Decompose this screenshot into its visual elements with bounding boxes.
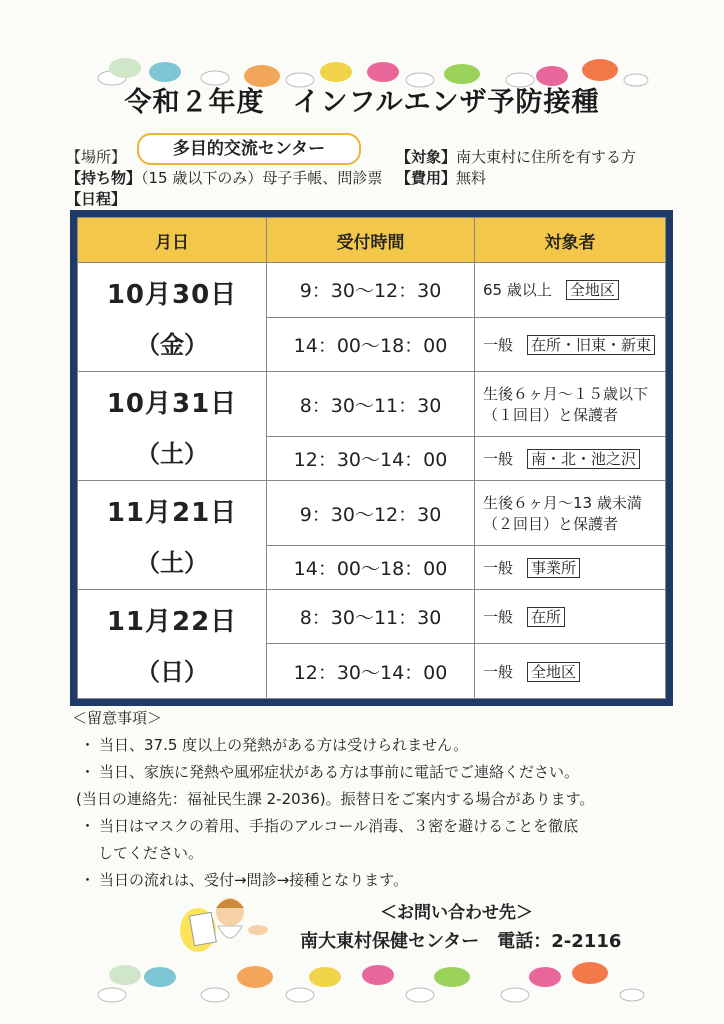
header-date: 月日: [78, 218, 267, 263]
weekday-text: （金）: [136, 331, 208, 359]
cloud-icon: [201, 988, 229, 1002]
bird-icon: [144, 967, 176, 987]
note-text: 当日の流れは、受付→問診→接種となります。: [99, 871, 408, 889]
contact-line: 南大東村保健センター 電話：2-2116: [300, 931, 622, 952]
time-cell: 14：00～18：00: [267, 317, 475, 372]
fee-value: 無料: [456, 169, 487, 187]
header-time: 受付時間: [267, 218, 475, 263]
area-tag: 全地区: [566, 280, 619, 300]
items-row: [66, 167, 382, 188]
schedule-table: [77, 217, 666, 699]
note-text: (当日の連絡先：福祉民生課 2-2036)。振替日をご案内する場合があります。: [76, 790, 595, 808]
cloud-icon: [98, 988, 126, 1002]
weekday-text: （土）: [136, 548, 208, 577]
note-text: 当日、家族に発熱や風邪症状がある方は事前に電話でご連絡ください。: [99, 763, 580, 781]
date-text: 10月30日: [106, 280, 238, 310]
time-cell: 9：30～12：30: [267, 480, 475, 545]
target-cell: [475, 644, 666, 699]
cloud-icon: [620, 989, 644, 1001]
area-tag: 在所・旧東・新東: [527, 335, 655, 355]
bird-icon: [149, 62, 181, 82]
weekday-text: （日）: [136, 657, 208, 686]
area-tag: 全地区: [527, 662, 580, 682]
target-text: 65 歳以上: [483, 281, 552, 300]
bird-icon: [529, 967, 561, 987]
bullet: ・: [80, 736, 96, 754]
table-row: [78, 263, 666, 318]
date-text: 11月21日: [106, 497, 238, 528]
list-item: [80, 761, 594, 784]
area-tag: 在所: [527, 607, 565, 627]
time-cell: 9：30～12：30: [267, 263, 475, 318]
date-text: 10月31日: [106, 388, 238, 419]
target-cell: [475, 263, 666, 318]
date-cell: [78, 480, 267, 589]
target-cell: [475, 589, 666, 644]
notes-section: [72, 707, 594, 896]
contact-section: [300, 898, 621, 953]
date-text: 11月22日: [106, 606, 238, 637]
cloud-icon: [406, 988, 434, 1002]
bullet: ・: [80, 871, 96, 889]
place-label: 【場所】: [66, 148, 127, 166]
bird-icon: [320, 62, 352, 82]
header-target: 対象者: [475, 218, 666, 263]
bird-icon: [237, 966, 273, 988]
date-cell: [78, 263, 267, 372]
target-text: 一般: [483, 450, 514, 469]
bird-icon: [434, 967, 470, 987]
target-cell: [475, 480, 666, 545]
target-value: 南大東村に住所を有する方: [456, 148, 637, 166]
notes-list: [72, 734, 594, 892]
bird-icon: [367, 62, 399, 82]
bird-border-bottom: [0, 955, 724, 1015]
target-text: 生後６ヶ月～１５歳以下: [483, 385, 649, 404]
bullet: ・: [80, 817, 96, 835]
target-text-2: （１回目）と保護者: [483, 406, 619, 425]
target-cell: [475, 546, 666, 590]
table-row: [78, 480, 666, 545]
time-cell: 12：30～14：00: [267, 644, 475, 699]
list-item: [98, 842, 594, 865]
target-text: 一般: [483, 559, 514, 578]
target-label: 【対象】: [396, 148, 457, 166]
target-cell: [475, 437, 666, 481]
table-header-row: [78, 218, 666, 263]
contact-heading: ＜お問い合わせ先＞: [380, 903, 533, 923]
schedule-table-frame: [70, 210, 673, 706]
table-row: [78, 372, 666, 437]
target-cell: [475, 317, 666, 372]
fee-row: [396, 167, 486, 188]
bird-icon: [309, 967, 341, 987]
cloud-icon: [286, 988, 314, 1002]
items-value: （15 歳以下のみ）母子手帳、問診票: [141, 169, 383, 187]
time-cell: 8：30～11：30: [267, 372, 475, 437]
list-item: [80, 734, 594, 757]
time-cell: 12：30～14：00: [267, 437, 475, 481]
time-cell: 14：00～18：00: [267, 546, 475, 590]
target-text: 一般: [483, 608, 514, 627]
list-item: [80, 815, 594, 838]
target-cell: [475, 372, 666, 437]
bird-icon: [582, 59, 618, 81]
nurse-mascot-icon: [178, 890, 278, 960]
notes-heading: ＜留意事項＞: [72, 709, 163, 727]
target-text-2: （２回目）と保護者: [483, 515, 619, 534]
cloud-icon: [501, 988, 529, 1002]
time-cell: 8：30～11：30: [267, 589, 475, 644]
target-text: 一般: [483, 335, 514, 354]
area-tag: 事業所: [527, 558, 580, 578]
note-text: してください。: [98, 844, 204, 862]
note-text: 当日、37.5 度以上の発熱がある方は受けられません。: [99, 736, 469, 754]
list-item: [76, 788, 594, 811]
bird-icon: [572, 962, 608, 984]
schedule-label: 【日程】: [66, 190, 127, 208]
page-title: 令和２年度 インフルエンザ予防接種: [124, 87, 600, 118]
target-row: [396, 146, 636, 167]
date-cell: [78, 589, 267, 698]
target-text: 一般: [483, 662, 514, 681]
bullet: ・: [80, 763, 96, 781]
bird-icon: [362, 965, 394, 985]
bird-icon: [109, 58, 141, 78]
list-item: [80, 869, 594, 892]
venue-box: 多目的交流センター: [137, 133, 361, 165]
weekday-text: （土）: [136, 439, 208, 468]
bird-icon: [109, 965, 141, 985]
area-tag: 南・北・池之沢: [527, 449, 640, 469]
items-label: 【持ち物】: [66, 169, 142, 187]
note-text: 当日はマスクの着用、手指のアルコール消毒、３密を避けることを徹底: [99, 817, 579, 835]
table-row: [78, 589, 666, 644]
date-cell: [78, 372, 267, 481]
target-text: 生後６ヶ月～13 歳未満: [483, 494, 642, 513]
fee-label: 【費用】: [396, 169, 457, 187]
